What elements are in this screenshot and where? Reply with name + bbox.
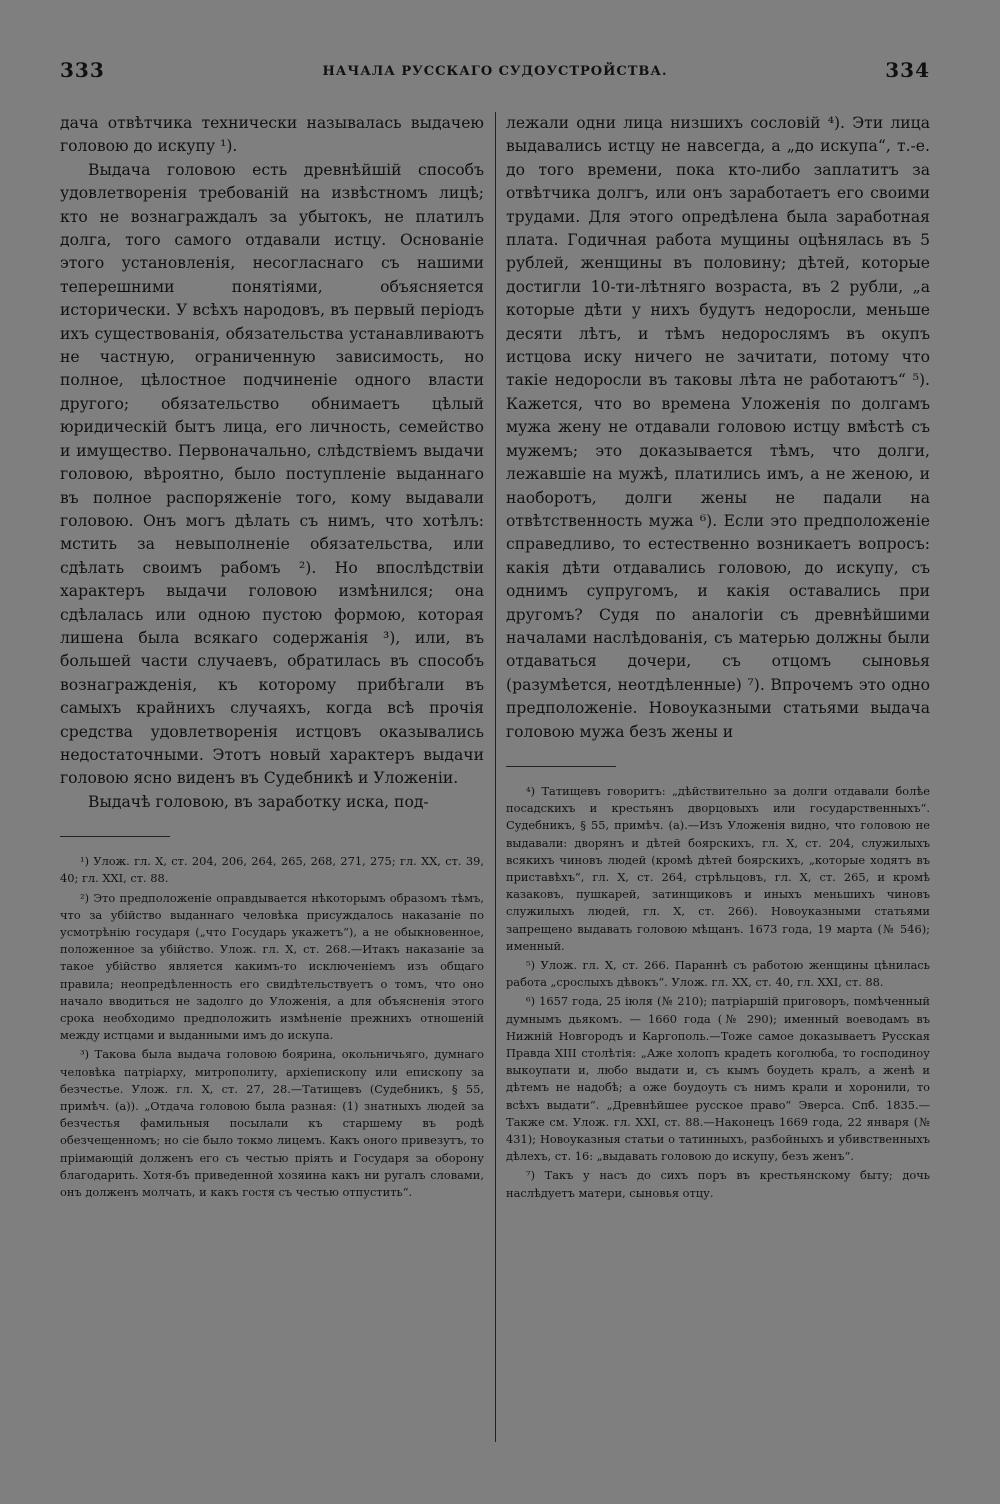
running-title: НАЧАЛА РУССКАГО СУДОУСТРОЙСТВА.: [322, 64, 668, 79]
footnote: ⁷) Такъ у насъ до сихъ поръ въ крестьянскому быту; дочь наслѣдуетъ матери, сыновья отцу.: [506, 1168, 930, 1200]
footnote: ⁶) 1657 года, 25 іюля (№ 210); патріаршій приговоръ, помѣченный думнымъ дьякомъ. — 1660 года (№ 290); именный воеводамъ въ Нижній Новгородъ и Каргополь.—Тоже самое доказываетъ Русская Правда XIII столѣтія: „Аже холопъ крадеть коголюба, то господиноу выкоупати и, любо выдати и, съ кымъ боудеть кралъ, а женѣ и дѣтемъ не надобѣ; а оже боудоуть съ нимъ крали и хоронили, то всѣхъ выдати“. „Древнѣйшее русское право“ Эверса. Спб. 1835.—Также см. Улож. гл. XXI, ст. 88.—Наконецъ 1669 года, 22 января (№ 431); Новоуказныя статьи о татинныхъ, разбойныхъ и убивственныхъ дѣлехъ, ст. 16: „выдавать головою до искупу, безъ женъ“.: [506, 994, 930, 1164]
body-paragraph: дача отвѣтчика технически называлась выдачею головою до искупу ¹).: [60, 114, 484, 156]
footnote-separator: [60, 836, 170, 837]
left-column: [60, 112, 484, 1203]
footnote: ²) Это предположеніе оправдывается нѣкоторымъ образомъ тѣмъ, что за убійство выданнаго человѣка присуждалось наказаніе по усмотрѣнію государя („что Государь укажетъ“), а не обыкновенное, положенное за убійство. Улож. гл. X, ст. 268.—Итакъ наказаніе за такое убійство является какимъ-то исключеніемъ изъ общаго правила; неопредѣленность его свидѣтельствуетъ о томъ, что оно начало вводиться не задолго до Уложенія, а для объясненія этого срока необходимо предположить измѣненіе прежнихъ отношеній между истцами и выданными имъ до искупа.: [60, 890, 484, 1043]
footnote: ¹) Улож. гл. X, ст. 204, 206, 264, 265, 268, 271, 275; гл. XX, ст. 39, 40; гл. XXI, ст. 88.: [60, 854, 484, 886]
body-paragraph: лежали одни лица низшихъ сословій ⁴). Эти лица выдавались истцу не навсегда, а „до искупа“, т.-е. до того времени, пока кто-либо заплатитъ за отвѣтчика долгъ, или онъ заработаетъ его своими трудами. Для этого опредѣлена была заработная плата. Годичная работа мущины оцѣнялась въ 5 рублей, женщины въ половину; дѣтей, которые достигли 10-ти-лѣтняго возраста, въ 2 рубли, „а которые дѣти у нихъ будутъ недоросли, меньше десяти лѣтъ, и тѣмъ недорослямъ въ окупъ истцова иску ничего не зачитати, потому что такіе недоросли въ таковы лѣта не работаютъ“ ⁵). Кажется, что во времена Уложенія по долгамъ мужа жену не отдавали головою истцу вмѣстѣ съ мужемъ; это доказывается тѣмъ, что долги, лежавшіе на мужѣ, платились имъ, а не женою, и наоборотъ, долги жены не падали на отвѣтственность мужа ⁶). Если это предположеніе справедливо, то естественно возникаетъ вопросъ: какія дѣти отдавались головою, до искупу, съ однимъ супругомъ, и какія оставались при другомъ? Судя по аналогіи съ древнѣйшими началами наслѣдованія, съ матерью должны были отдаваться дочери, съ отцомъ сыновья (разумѣется, неотдѣленные) ⁷). Впрочемъ это одно предположеніе. Новоуказными статьями выдача головою мужа безъ жены и: [506, 114, 930, 741]
body-paragraph: Выдачѣ головою, въ заработку иска, под-: [88, 792, 429, 811]
body-paragraph: Выдача головою есть древнѣйшій способъ удовлетворенія требованій на извѣстномъ лицѣ; кто не вознаграждалъ за убытокъ, не платилъ долга, того самого отдавали истцу. Основаніе этого установленія, несогласнаго съ нашими теперешними понятіями, объясняется исторически. У всѣхъ народовъ, въ первый періодъ ихъ существованія, обязательства устанавливаютъ не частную, ограниченную зависимость, но полное, цѣлостное подчиненіе одного власти другого; обязательство обнимаетъ цѣлый юридическій бытъ лица, его личность, семейство и имущество. Первоначально, слѣдствіемъ выдачи головою, вѣроятно, было поступленіе выданнаго въ полное распоряженіе того, кому выдавали головою. Онъ могъ дѣлать съ нимъ, что хотѣлъ: мстить за невыполненіе обязательства, или сдѣлать своимъ рабомъ ²). Но впослѣдствіи характеръ выдачи головою измѣнился; она сдѣлалась или одною пустою формою, которая лишена была всякаго содержанія ³), или, въ большей части случаевъ, обратилась въ способъ вознагражденія, къ которому прибѣгали въ самыхъ крайнихъ случаяхъ, когда всѣ прочія средства удовлетворенія истцовъ оказывались недостаточными. Этотъ новый характеръ выдачи головою ясно виденъ въ Судебникѣ и Уложеніи.: [60, 160, 484, 788]
footnote: ³) Такова была выдача головою боярина, окольничьяго, думнаго человѣка патріарху, митрополиту, архіепископу или епископу за безчестье. Улож. гл. X, ст. 27, 28.—Татищевъ (Судебникъ, § 55, примѣч. (а)). „Отдача головою была разная: (1) знатныхъ людей за безчестья фамильныя посылали къ старшему въ родѣ обезчещенномъ; но сіе было токмо лицемъ. Какъ оного привезутъ, то пріимающій долженъ его съ честью пріять и Государя за оборону благодарить. Хотя-бъ приведенной хозяина какъ ни ругалъ словами, онъ долженъ молчать, и какъ гостя съ честью отпустить“.: [60, 1047, 484, 1200]
footnote-separator: [506, 766, 616, 767]
right-column: [506, 112, 930, 1204]
page-header: [60, 58, 930, 94]
footnote: ⁴) Татищевъ говоритъ: „дѣйствительно за долги отдавали болѣе посадскихъ и крестьянъ дворцовыхъ или государственныхъ“. Судебникъ, § 55, примѣч. (а).—Изъ Уложенія видно, что головою не выдавали: дворянъ и дѣтей боярскихъ, гл. X, ст. 204, служилыхъ всякихъ чиновъ людей (кромѣ дѣтей боярскихъ, „которые ходятъ въ приставѣхъ“, гл. X, ст. 264, стрѣльцовъ, гл. X, ст. 265, и кромѣ казаковъ, пушкарей, затинщиковъ и иныхъ меньшихъ чиновъ служилыхъ людей, гл. X, ст. 266). Новоуказными статьями запрещено выдавать головою мѣщанъ. 1673 года, 19 марта (№ 546); именный.: [506, 783, 930, 953]
page-number-right: 334: [885, 58, 930, 82]
page-number-left: 333: [60, 58, 105, 82]
footnote: ⁵) Улож. гл. X, ст. 266. Параннѣ съ работою женщины цѣнилась работа „срослыхъ дѣвокъ“. Улож. гл. XX, ст. 40, гл. XXI, ст. 88.: [506, 958, 930, 990]
column-divider: [495, 112, 496, 1442]
